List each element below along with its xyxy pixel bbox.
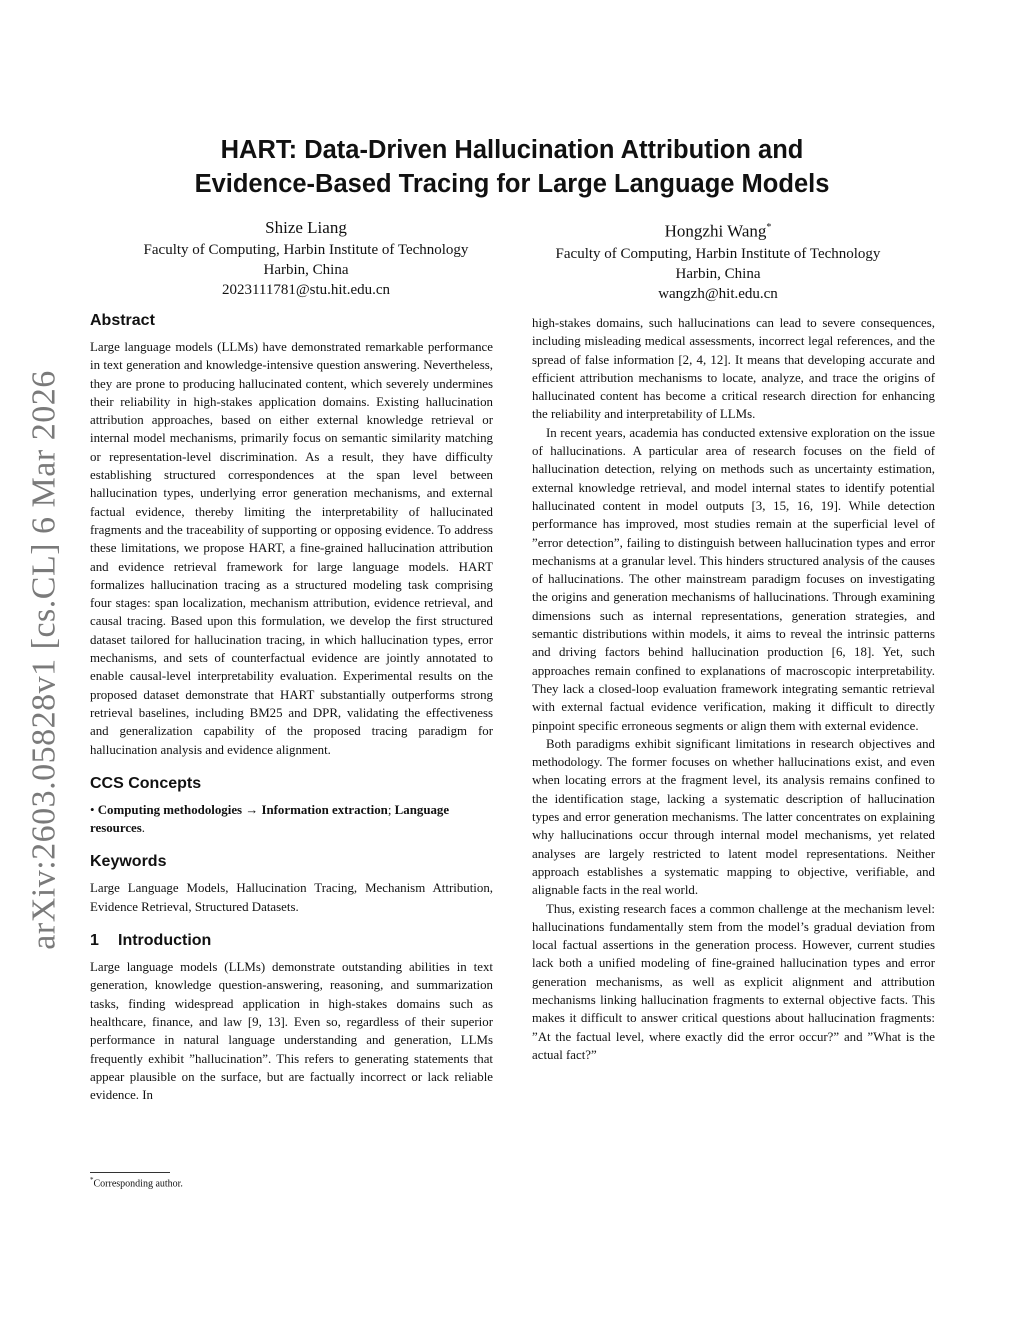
keywords-heading: Keywords bbox=[90, 853, 167, 871]
ccs-item: Information extraction bbox=[261, 802, 388, 817]
ccs-end: . bbox=[141, 821, 146, 836]
ccs-concepts bbox=[90, 801, 493, 838]
title-line-1: HART: Data-Driven Hallucination Attribution and bbox=[220, 136, 804, 164]
abstract-heading: Abstract bbox=[90, 312, 155, 329]
author-name: Hongzhi Wang bbox=[664, 221, 767, 241]
ccs-section bbox=[90, 773, 493, 838]
introduction-section bbox=[90, 930, 493, 1104]
intro-paragraph: In recent years, academia has conducted extensive exploration on the issue of hallucinations. A particular area of research focuses on the field of hallucination detection, relying on methods such as uncertainty estimation, external knowledge retrieval, and model internal states to identify potential hallucinated content in model outputs [3, 15, 16, 19]. While detection performance has improved, most studies remain at the superficial level of ”error detection”, failing to distinguish between hallucination types and error mechanisms at a granular level. This hinders structured analysis of the causes of hallucinations. The other mainstream paradigm focuses on investigating the origins and generation mechanisms of hallucinations. Through examining dimensions such as internal representations, generation strategies, and semantic distributions within models, it aims to reveal the intrinsic patterns and driving factors behind hallucination production [6, 18]. Yet, such approaches remain confined to explanations of macroscopic interpretability. They lack a closed-loop evaluation framework integrating semantic retrieval with external factual evidence verification, making it difficult to directly pinpoint specific erroneous segments or align them with external evidence. bbox=[532, 425, 935, 733]
footnote-text: Corresponding author. bbox=[93, 1178, 183, 1190]
author-affiliation: Faculty of Computing, Harbin Institute of Technology bbox=[143, 242, 469, 258]
arxiv-sidebar bbox=[16, 360, 74, 960]
left-column bbox=[90, 310, 493, 1104]
author-location: Harbin, China bbox=[263, 262, 349, 278]
footnote-mark: * bbox=[90, 1176, 94, 1184]
footnote-divider bbox=[90, 1172, 170, 1173]
title-line-2: Evidence-Based Tracing for Large Language Models bbox=[194, 170, 830, 198]
intro-paragraph: Large language models (LLMs) demonstrate outstanding abilities in text generation, knowledge question-answering, reasoning, and summarization tasks, finding widespread application in high-stakes domains such as healthcare, finance, and law [9, 13]. Even so, regardless of their superior performance in natural language understanding and generation, LLMs frequently exhibit ”hallucination”. This refers to generating statements that appear plausible on the surface, but are factually incorrect or lack reliable evidence. In bbox=[90, 960, 493, 1103]
ccs-separator: ; bbox=[387, 802, 392, 817]
author-block-2 bbox=[508, 216, 928, 304]
intro-paragraph: Thus, existing research faces a common challenge at the mechanism level: hallucinations fundamentally stem from the model’s gradual deviation from local factual assertions in the generation process. However, current studies lack both a unified modeling of fine-grained hallucination types and error generation mechanisms, as well as explicit alignment and attribution mechanisms linking hallucination fragments to external objective facts. This makes it difficult to answer critical questions about hallucination fragments: ”At the factual level, where exactly did the error occur?” and ”What is the actual fact?” bbox=[532, 901, 935, 1062]
footnote bbox=[90, 1174, 183, 1190]
keywords-section bbox=[90, 851, 493, 916]
section-heading bbox=[90, 930, 493, 952]
author-email: wangzh@hit.edu.cn bbox=[658, 285, 778, 302]
arxiv-id: arXiv:2603.05828v1 [cs.CL] 6 Mar 2026 bbox=[26, 370, 64, 950]
ccs-arrow: → bbox=[245, 802, 259, 817]
corresponding-mark: * bbox=[766, 222, 772, 233]
author-email: 2023111781@stu.hit.edu.cn bbox=[221, 282, 391, 298]
ccs-item: Computing methodologies bbox=[97, 802, 243, 817]
author-block-1 bbox=[96, 216, 516, 300]
intro-paragraph: Both paradigms exhibit significant limitations in research objectives and methodology. The former focuses on whether hallucinations exist, and even when locating errors at the fragment level, its analysis remains confined to the identification stage, lacking a systematic description of hallucination types and error generation mechanisms. The latter concentrates on explaining why hallucinations occur through internal model mechanisms, yet related analyses are largely restricted to latent model representations. Neither approach establishes a systematic mapping to objective, verifiable, and alignable facts in the real world. bbox=[532, 736, 935, 898]
ccs-bullet: • bbox=[90, 802, 95, 817]
author-name: Shize Liang bbox=[265, 218, 347, 237]
section-number: 1 bbox=[90, 932, 99, 950]
abstract-text: Large language models (LLMs) have demonstrated remarkable performance in text generation and knowledge-intensive question answering. Nevertheless, they are prone to producing hallucinated content, which severely undermines their reliability in high-stakes application domains. Existing hallucination attribution approaches, based on either external knowledge retrieval or internal model mechanisms, primarily focus on semantic similarity matching or representation-level discrimination. As a result, they have difficulty establishing structured correspondences at the span level between hallucination types, underlying error generation mechanisms, and external factual evidence, thereby limiting the interpretability of hallucinated fragments and the traceability of supporting or opposing evidence. To address these limitations, we propose HART, a fine-grained hallucination attribution and evidence retrieval framework for large language models. HART formalizes hallucination tracing as a structured modeling task comprising four stages: span localization, mechanism attribution, evidence retrieval, and causal tracing. Based upon this formulation, we develop the first structured dataset tailored for hallucination tracing, in which hallucination types, error mechanisms, and sets of counterfactual evidence are jointly annotated to enable causal-level interpretability evaluation. Experimental results on the proposed dataset demonstrate that HART substantially outperforms strong retrieval baselines, including BM25 and DPR, validating the effectiveness and generalization capability of the proposed tracing paradigm for hallucination analysis and evidence alignment. bbox=[90, 340, 493, 757]
author-location: Harbin, China bbox=[675, 265, 761, 282]
intro-paragraph: high-stakes domains, such hallucinations can lead to severe consequences, including misleading medical assessments, incorrect legal references, and the spread of false information [2, 4, 12]. It means that developing accurate and efficient attribution mechanisms to locate, analyze, and trace the origins of hallucinated content has become a critical research direction for enhancing the reliability and interpretability of LLMs. bbox=[532, 316, 935, 422]
author-name-line bbox=[508, 216, 928, 244]
paper-title bbox=[100, 133, 924, 201]
right-column bbox=[532, 314, 935, 1064]
author-affiliation: Faculty of Computing, Harbin Institute of Technology bbox=[555, 245, 881, 262]
ccs-heading: CCS Concepts bbox=[90, 774, 202, 792]
keywords-text: Large Language Models, Hallucination Tracing, Mechanism Attribution, Evidence Retrieval, Structured Datasets. bbox=[90, 881, 493, 914]
ccs-item: Language resources bbox=[90, 802, 450, 836]
section-title: Introduction bbox=[118, 932, 212, 950]
